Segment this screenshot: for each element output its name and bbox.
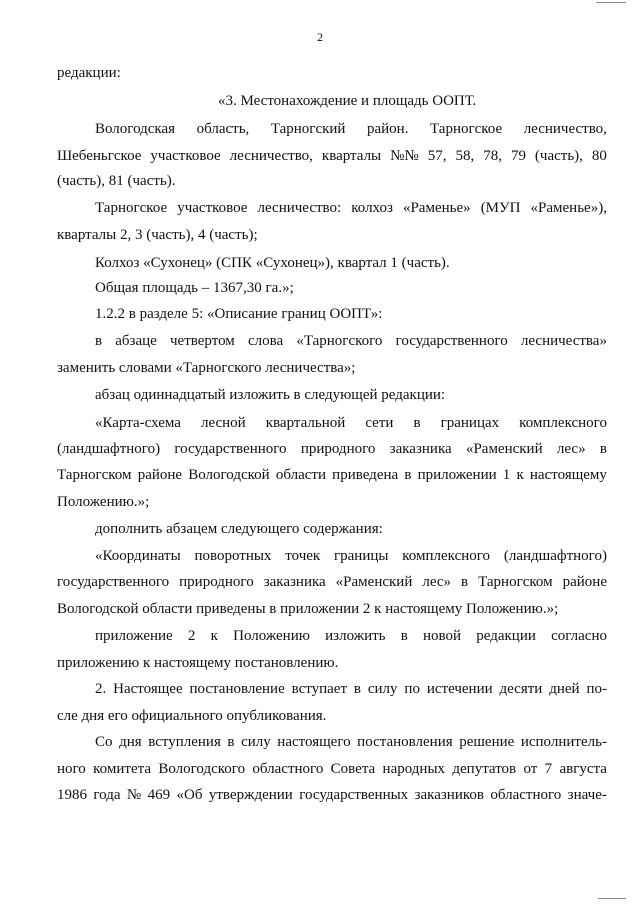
text-line: Вологодской области приведены в приложении 2 к настоящему Положению.»; <box>57 601 559 617</box>
text-line: государственного природного заказника «Раменский лес» в Тарногском районе <box>57 574 607 590</box>
text-line: заменить словами «Тарногского лесничества»; <box>57 360 356 376</box>
text-line: кварталы 2, 3 (часть), 4 (часть); <box>57 227 258 243</box>
text-line: (ландшафтного) государственного природного заказника «Раменский лес» в <box>57 441 607 457</box>
text-line: 1.2.2 в разделе 5: «Описание границ ООПТ»: <box>95 306 383 322</box>
text-line: приложению к настоящему постановлению. <box>57 655 339 671</box>
text-line: Шебеньгское участковое лесничество, кварталы №№ 57, 58, 78, 79 (часть), 80 <box>57 148 607 164</box>
text-line: «Координаты поворотных точек границы комплексного (ландшафтного) <box>95 548 607 564</box>
text-line: Тарногское участковое лесничество: колхоз «Раменье» (МУП «Раменье»), <box>95 200 607 216</box>
text-line: 1986 года № 469 «Об утверждении государственных заказников областного значе- <box>57 787 607 803</box>
text-line: Положению.»; <box>57 494 150 510</box>
text-line: ного комитета Вологодского областного Совета народных депутатов от 7 августа <box>57 761 607 777</box>
text-line: 2. Настоящее постановление вступает в силу по истечении десяти дней по- <box>95 681 607 697</box>
text-line: абзац одиннадцатый изложить в следующей редакции: <box>95 387 446 403</box>
scan-edge-mark-top <box>596 2 626 3</box>
text-line: редакции: <box>57 65 121 81</box>
text-line: Общая площадь – 1367,30 га.»; <box>95 280 294 296</box>
page-number: 2 <box>317 30 323 44</box>
text-line: Вологодская область, Тарногский район. Тарногское лесничество, <box>95 121 607 137</box>
text-line: «Карта-схема лесной квартальной сети в границах комплексного <box>95 415 607 431</box>
text-line: Колхоз «Сухонец» (СПК «Сухонец»), квартал 1 (часть). <box>95 255 450 271</box>
scan-edge-mark-bottom <box>598 898 626 899</box>
text-line: приложение 2 к Положению изложить в новой редакции согласно <box>95 628 607 644</box>
text-line: дополнить абзацем следующего содержания: <box>95 521 383 537</box>
text-line: (часть), 81 (часть). <box>57 173 176 189</box>
text-line: Со дня вступления в силу настоящего постановления решение исполнитель- <box>95 734 607 750</box>
text-line: Тарногском районе Вологодской области приведена в приложении 1 к настоящему <box>57 467 607 483</box>
text-line: сле дня его официального опубликования. <box>57 708 327 724</box>
text-line: «3. Местонахождение и площадь ООПТ. <box>218 93 477 109</box>
text-line: в абзаце четвертом слова «Тарногского государственного лесничества» <box>95 333 607 349</box>
